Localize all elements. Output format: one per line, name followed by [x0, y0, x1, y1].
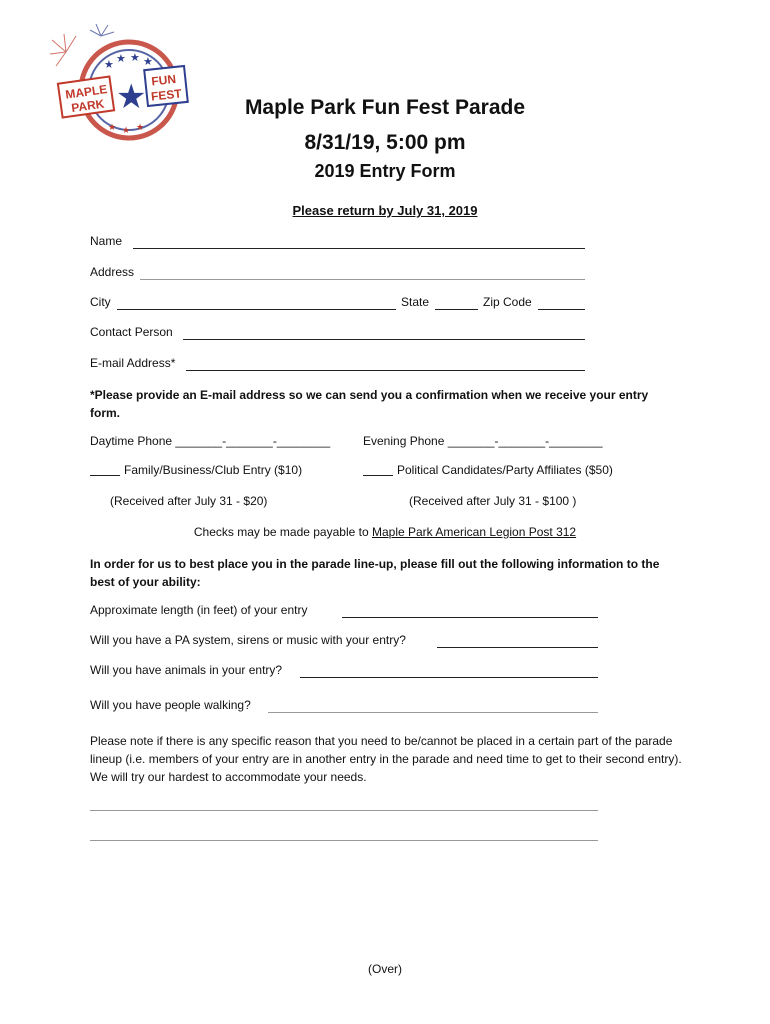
- svg-text:★: ★: [116, 53, 126, 65]
- checks-prefix: Checks may be made payable to: [193, 525, 372, 539]
- email-note: *Please provide an E-mail address so we can send you a confirmation when we receive your entry form.: [90, 388, 649, 420]
- walking-question: Will you have people walking?: [90, 698, 251, 712]
- evening-phone-field[interactable]: _______-_______-________: [447, 434, 603, 448]
- family-late-fee: (Received after July 31 - $20): [110, 494, 268, 508]
- daytime-phone-text: Daytime Phone: [90, 434, 173, 448]
- logo-word-park: PARK: [70, 96, 106, 116]
- pa-answer-field[interactable]: [437, 647, 598, 648]
- political-entry-checkbox[interactable]: [363, 475, 393, 476]
- form-subtitle: 2019 Entry Form: [314, 161, 456, 181]
- address-field[interactable]: [140, 279, 585, 280]
- email-label: E-mail Address*: [90, 356, 176, 370]
- svg-text:★: ★: [130, 52, 140, 64]
- contact-field[interactable]: [183, 339, 585, 340]
- svg-text:★: ★: [108, 122, 117, 132]
- address-label: Address: [90, 265, 135, 279]
- checks-payee: Maple Park American Legion Post 312: [371, 525, 577, 539]
- note-answer-line-2[interactable]: [90, 840, 598, 841]
- animals-question: Will you have animals in your entry?: [90, 663, 283, 677]
- walking-answer-field[interactable]: [268, 712, 598, 713]
- family-entry-checkbox[interactable]: [90, 475, 120, 476]
- return-deadline: Please return by July 31, 2019: [292, 203, 478, 218]
- evening-phone-label: [363, 434, 603, 448]
- logo-word-fest: FEST: [150, 86, 183, 104]
- length-answer-field[interactable]: [342, 617, 598, 618]
- note-answer-line-1[interactable]: [90, 810, 598, 811]
- animals-answer-field[interactable]: [300, 677, 598, 678]
- name-field[interactable]: [133, 248, 585, 249]
- political-entry-label: Political Candidates/Party Affiliates ($50): [397, 463, 613, 477]
- logo-word-fun: FUN: [150, 71, 177, 89]
- email-field[interactable]: [186, 370, 585, 371]
- city-field[interactable]: [117, 309, 396, 310]
- pa-question: Will you have a PA system, sirens or music with your entry?: [90, 633, 406, 647]
- svg-text:★: ★: [143, 56, 153, 68]
- svg-text:★: ★: [122, 125, 131, 135]
- star-icon: ★: [116, 78, 147, 116]
- over-footer: (Over): [368, 962, 402, 976]
- placement-note: Please note if there is any specific reason that you need to be/cannot be placed in a certain part of the parade lineup (i.e. members of your entry are in another entry in the parade and need time to get to their second entry). We will try our hardest to accommodate your needs.: [90, 734, 682, 784]
- zip-label: Zip Code: [483, 295, 532, 309]
- daytime-phone-label: [90, 434, 330, 448]
- checks-payable: [0, 525, 770, 539]
- logo-word-maple: MAPLE: [64, 82, 109, 102]
- svg-text:★: ★: [136, 122, 145, 132]
- event-date-time: 8/31/19, 5:00 pm: [304, 131, 466, 154]
- state-field[interactable]: [435, 309, 478, 310]
- evening-phone-text: Evening Phone: [363, 434, 445, 448]
- contact-label: Contact Person: [90, 325, 173, 339]
- length-question: Approximate length (in feet) of your entry: [90, 603, 308, 617]
- political-late-fee: (Received after July 31 - $100 ): [409, 494, 577, 508]
- maple-park-fun-fest-logo: [46, 22, 196, 142]
- state-label: State: [401, 295, 430, 309]
- name-label: Name: [90, 234, 123, 248]
- svg-text:★: ★: [104, 59, 114, 71]
- city-label: City: [90, 295, 111, 309]
- lineup-intro: In order for us to best place you in the parade line-up, please fill out the following information to the best of your ability:: [90, 557, 660, 589]
- daytime-phone-field[interactable]: _______-_______-________: [175, 434, 331, 448]
- zip-field[interactable]: [538, 309, 585, 310]
- family-entry-label: Family/Business/Club Entry ($10): [124, 463, 303, 477]
- form-title: Maple Park Fun Fest Parade: [244, 96, 526, 119]
